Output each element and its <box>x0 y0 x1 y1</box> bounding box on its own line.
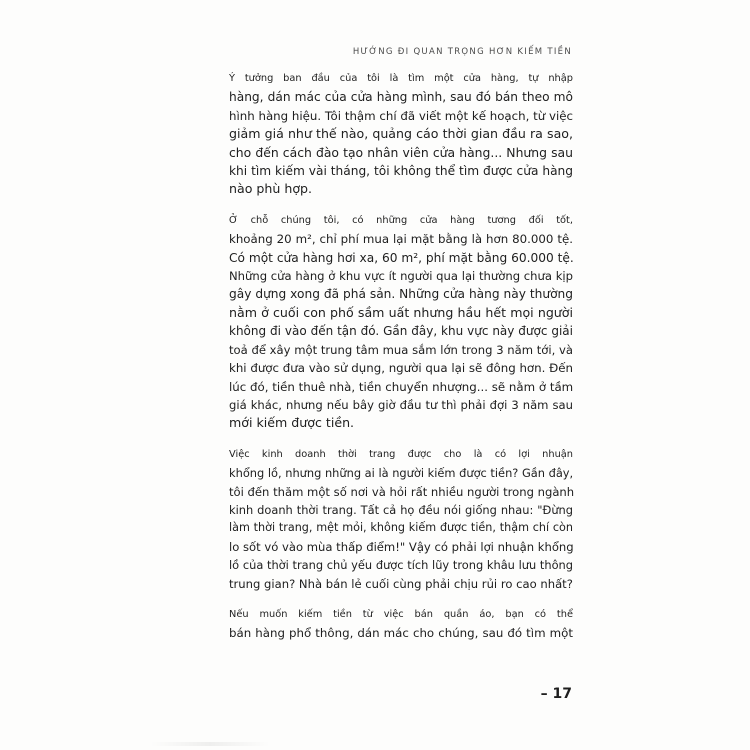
text-line: Việc kinh doanh thời trang được cho là có lợi nhuận <box>229 448 573 460</box>
scan-shadow <box>150 742 270 746</box>
text-line: trung gian? Nhà bán lẻ cuối cùng phải chịu rủi ro cao nhất? <box>229 576 573 591</box>
text-line: không đi vào đến tận đó. Gần đây, khu vực này được giải <box>229 324 573 339</box>
running-header: HƯỚNG ĐI QUAN TRỌNG HƠN KIẾM TIỀN <box>352 47 572 57</box>
text-line: khổng lồ, nhưng những ai là người kiếm được tiền? Gần đây, <box>229 466 574 481</box>
text-line: giá khác, nhưng nếu bây giờ đầu tư thì phải đợi 3 năm sau <box>229 397 573 412</box>
text-line: nằm ở cuối con phố sầm uất nhưng hầu hết mọi người <box>229 304 573 320</box>
text-line: Có một cửa hàng hơi xa, 60 m², phí mặt bằng 60.000 tệ. <box>229 250 574 265</box>
paragraph <box>201 446 573 593</box>
text-line: làm thời trang, mệt mỏi, không kiếm được tiền, thậm chí còn <box>229 521 573 535</box>
text-line: lúc đó, tiền thuê nhà, tiền chuyển nhượng... sẽ nằm ở tầm <box>229 379 574 394</box>
paragraph <box>201 70 573 199</box>
text-line: khi được đưa vào sử dụng, người qua lại sẽ đông hơn. Đến <box>229 361 573 376</box>
text-line: Ý tưởng ban đầu của tôi là tìm một cửa hàng, tự nhập <box>229 73 573 84</box>
text-line: Những cửa hàng ở khu vực ít người qua lại thường chưa kịp <box>229 269 573 284</box>
text-line: khoảng 20 m², chỉ phí mua lại mặt bằng là hơn 80.000 tệ. <box>229 232 573 247</box>
paragraph <box>201 212 573 433</box>
text-line: gây dựng xong đã phá sản. Những cửa hàng này thường <box>229 287 573 302</box>
text-line: lo sốt vó vào mùa thấp điểm!" Vậy có phải lợi nhuận khổng <box>229 539 574 554</box>
text-line: lồ của thời trang chủ yếu được tích lũy trong khâu lưu thông <box>229 558 573 573</box>
text-line: cho đến cách đào tạo nhân viên cửa hàng... Nhưng sau <box>229 144 573 160</box>
text-line: toả để xây một trung tâm mua sắm lớn trong 3 năm tới, và <box>229 342 573 357</box>
text-line: hình hàng hiệu. Tôi thậm chí đã viết một kế hoạch, từ việc <box>229 108 573 123</box>
paragraph <box>201 606 573 643</box>
text-line: kinh doanh thời trang. Tất cả họ đều nói giống nhau: "Đừng <box>229 502 573 517</box>
text-line: Ở chỗ chúng tôi, có những cửa hàng tương đối tốt, <box>229 214 573 226</box>
text-line: khi tìm kiếm vài tháng, tôi không thể tìm được cửa hàng <box>229 164 573 179</box>
text-line: giảm giá như thế nào, quảng cáo thời gian đầu ra sao, <box>229 126 573 142</box>
page-number: – 17 <box>540 686 572 702</box>
text-line: hàng, dán mác của cửa hàng mình, sau đó bán theo mô <box>229 90 573 105</box>
text-line: nào phù hợp. <box>229 181 313 197</box>
text-line: mới kiếm được tiền. <box>229 415 355 431</box>
text-line: tôi đến thăm một số nơi và hỏi rất nhiều người trong ngành <box>229 484 575 499</box>
text-line: bán hàng phổ thông, dán mác cho chúng, sau đó tìm một <box>229 626 573 641</box>
body-text <box>201 70 573 656</box>
text-line: Nếu muốn kiếm tiền từ việc bán quần áo, bạn có thể <box>229 608 573 620</box>
